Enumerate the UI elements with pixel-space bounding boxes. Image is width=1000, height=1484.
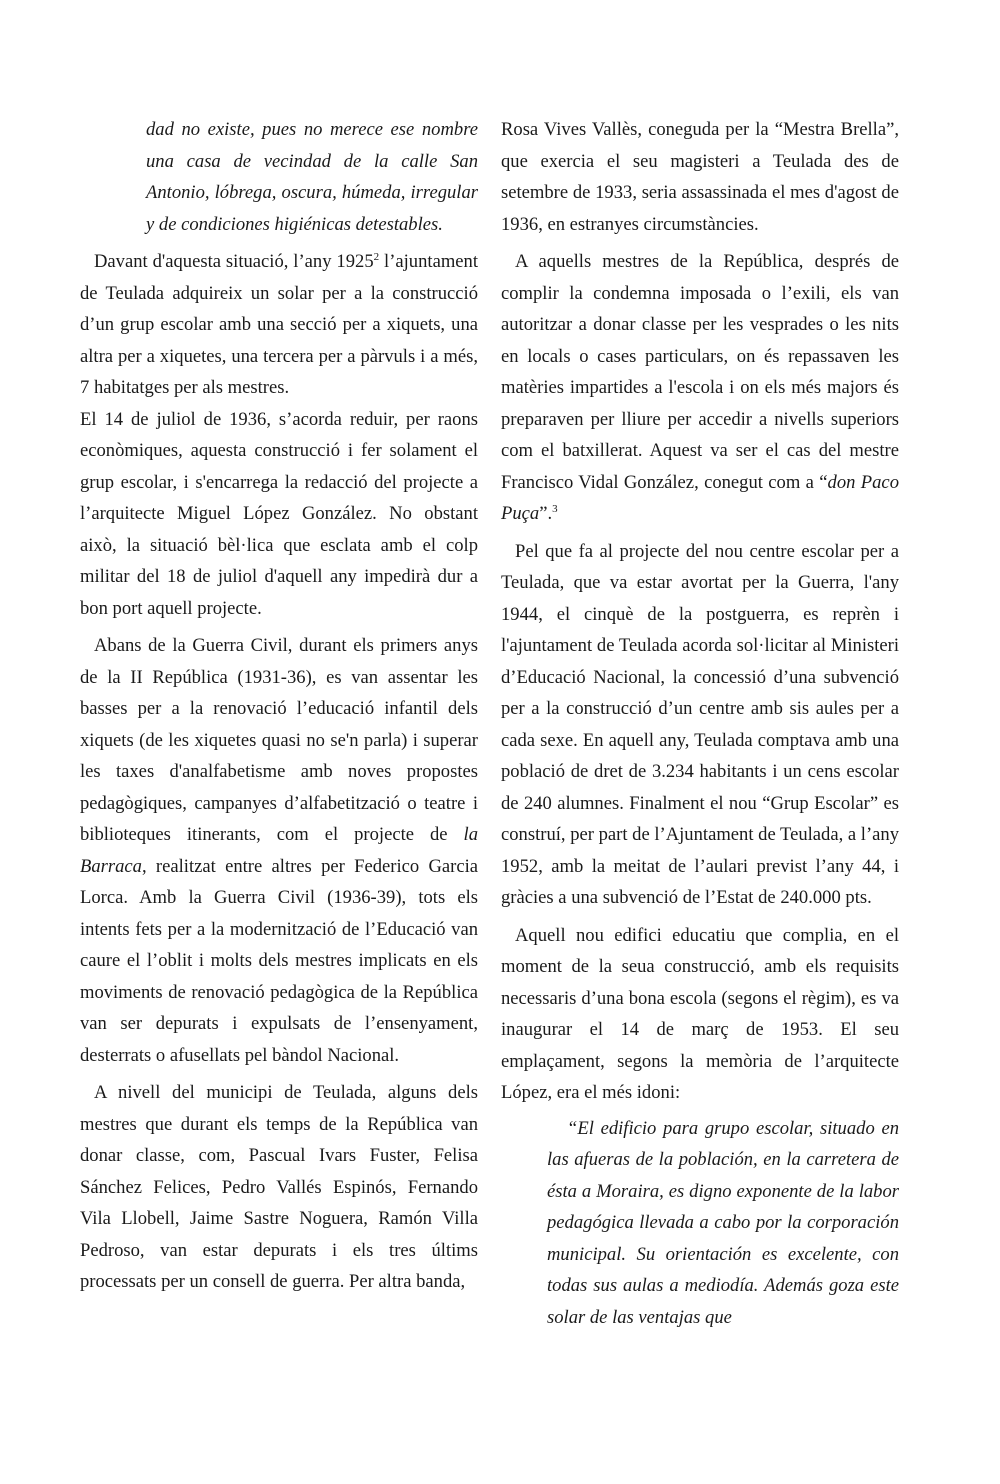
paragraph-new-building: Aquell nou edifici educatiu que complia, en el moment de la seua construcció, amb els requisits necessaris d’una bona escola (segons el règim), es va inaugurar el 14 de març de 1953. El seu emplaçament, segons la memòria de l’arquitecte López, era el més idoni: xyxy=(501,924,899,1103)
paragraph-new-school-project: Pel que fa al projecte del nou centre escolar per a Teulada, que va estar avortat per la Guerra, l'any 1944, el cinquè de la postguerra, es reprèn i l'ajuntament de Teulada acorda sol·licitar al Ministeri d’Educació Nacional, la concessió d’una subvenció per a la construcció d’un centre amb sis aules per a cada sexe. En aquell any, Teulada comptava amb una població de dret de 3.234 habitants i un cens escolar de 240 alumnes. Finalment el nou “Grup Escolar” es construí, per part de l’Ajuntament de Teulada, a l’any 1952, amb la meitat de l’aulari previst l’any 44, i gràcies a una subvenció de l’Estat de 240.000 pts. xyxy=(501,540,899,908)
paragraph-second-republic xyxy=(80,630,478,1071)
paragraph-teulada-teachers: A nivell del municipi de Teulada, alguns dels mestres que durant els temps de la República van donar classe, com, Pascual Ivars Fuster, Felisa Sánchez Felices, Pedro Vallés Espinós, Fernando Vila Llobell, Jaime Sastre Noguera, Ramón Villa Pedroso, van estar depurats i els tres últims processats per un consell de guerra. Per altra banda, xyxy=(80,1082,478,1292)
paragraph-text: l’ajuntament de Teulada adquireix un solar per a la construcció d’un grup escolar amb una secció per a xiquets, una altra per a xiquetes, una tercera per a pàrvuls i a més, 7 habitatges per als mestres. xyxy=(80,251,479,398)
paragraph-text: A aquells mestres de la República, després de complir la condemna imposada o l’exili, els van autoritzar a donar classe per les vesprades o les nits en locals o cases particulars, on és repassaven les matèries impartides a l'escola i on els més majors és preparaven per lliure per accedir a nivells superiors com el batxillerat. Aquest va ser el cas del mestre Francisco Vidal González, conegut com a “ xyxy=(501,251,899,493)
quote-continuation: dad no existe, pues no merece ese nombre una casa de vecindad de la calle San Antonio, lóbrega, oscura, húmeda, irregular y de condiciones higiénicas detestables. xyxy=(146,119,478,235)
paragraph-1936-agreement: El 14 de juliol de 1936, s’acorda reduir, per raons econòmiques, aquesta construcció i fer solament el grup escolar, i s'encarrega la redacció del projecte a l’arquitecte Miguel López González. No obstant això, la situació bèl·lica que esclata amb el colp militar del 18 de juliol d'aquell any impedirà dur a bon port aquell projecte. xyxy=(80,408,478,619)
left-column xyxy=(80,114,478,1298)
paragraph-republic-teachers xyxy=(501,246,899,530)
paragraph-text: Davant d'aquesta situació, l’any 1925 xyxy=(94,251,374,272)
right-column xyxy=(501,114,899,1333)
emphasis-la-barraca: la Barraca xyxy=(80,824,478,877)
paragraph-rosa-vives: Rosa Vives Vallès, coneguda per la “Mestra Brella”, que exercia el seu magisteri a Teulada des de setembre de 1933, seria assassinada el mes d'agost de 1936, en estranyes circumstàncies. xyxy=(501,119,899,235)
quote-architect-memoir: “El edificio para grupo escolar, situado en las afueras de la población, en la carretera de ésta a Moraira, es digno exponente de la labor pedagógica llevada a cabo por la corporación municipal. Su orientación es excelente, con todas sus aulas a mediodía. Además goza este solar de las ventajas que xyxy=(547,1117,899,1328)
footnote-ref-2: 2 xyxy=(373,250,380,263)
paragraph-1925-solar xyxy=(80,246,478,404)
emphasis-don-paco-puca: don Paco Puça xyxy=(501,471,899,524)
footnote-ref-3: 3 xyxy=(552,502,558,515)
paragraph-text: , realitzat entre altres per Federico Garcia Lorca. Amb la Guerra Civil (1936-39), tots els intents fets per a la modernització de l’Educació van caure el l’oblit i molts dels mestres implicats en els moviments de renovació pedagògica de la República van ser depurats i expulsats de l’ensenyament, desterrats o afusellats pel bàndol Nacional. xyxy=(80,855,478,1066)
paragraph-text: Abans de la Guerra Civil, durant els primers anys de la II República (1931-36), es van assentar les basses per a la renovació l’educació infantil dels xiquets (de les xiquetes quasi no se'n parla) i superar les taxes d'analfabetisme amb noves propostes pedagògiques, campanyes d’alfabetització o teatre i biblioteques itinerants, com el projecte de xyxy=(80,635,478,845)
paragraph-text: ”. xyxy=(539,503,553,524)
